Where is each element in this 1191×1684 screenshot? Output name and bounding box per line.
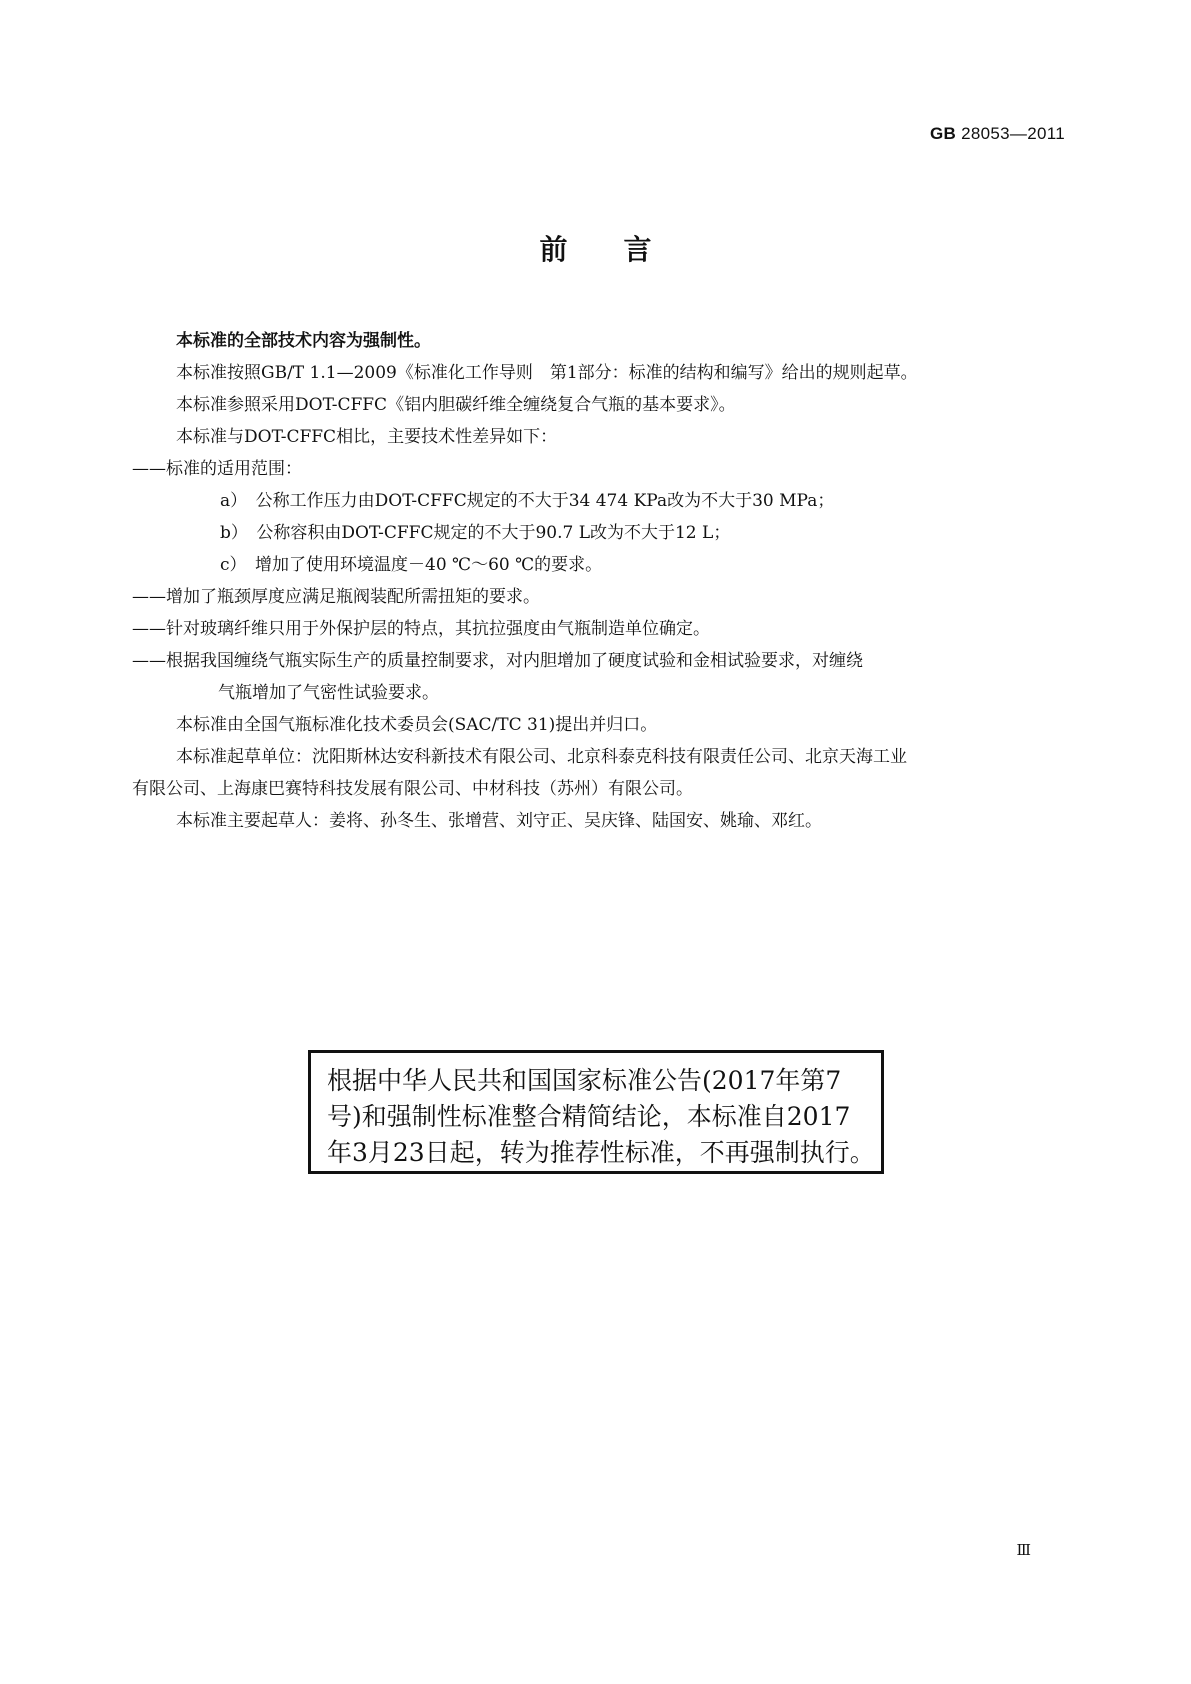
reference-paragraph: 本标准参照采用DOT-CFFC《铝内胆碳纤维全缠绕复合气瓶的基本要求》。	[176, 395, 736, 415]
drafting-units-paragraph-cont: 有限公司、上海康巴赛特科技发展有限公司、中材科技（苏州）有限公司。	[132, 779, 693, 799]
standard-code-number: 28053—2011	[961, 124, 1065, 143]
foreword-body	[132, 325, 1062, 837]
standard-code-prefix: GB	[930, 124, 957, 143]
notice-line-2: 号)和强制性标准整合精简结论，本标准自2017	[327, 1102, 851, 1131]
difference-sub-item-b: b） 公称容积由DOT-CFFC规定的不大于90.7 L改为不大于12 L；	[220, 523, 731, 543]
page-number: Ⅲ	[1016, 1541, 1031, 1559]
notice-line-1: 根据中华人民共和国国家标准公告(2017年第7	[327, 1066, 842, 1095]
mandatory-statement: 本标准的全部技术内容为强制性。	[176, 331, 431, 351]
difference-sub-item-c: c） 增加了使用环境温度－40 ℃～60 ℃的要求。	[220, 555, 603, 575]
drafters-paragraph: 本标准主要起草人：姜将、孙冬生、张增营、刘守正、吴庆锋、陆国安、姚瑜、邓红。	[176, 811, 822, 831]
difference-item-scope: ——标准的适用范围：	[132, 459, 302, 479]
page-title: 前言	[539, 233, 708, 266]
difference-item-quality-control: ——根据我国缠绕气瓶实际生产的质量控制要求，对内胆增加了硬度试验和金相试验要求，对缠绕	[132, 651, 863, 671]
differences-intro: 本标准与DOT-CFFC相比，主要技术性差异如下：	[176, 427, 558, 447]
difference-sub-item-a: a） 公称工作压力由DOT-CFFC规定的不大于34 474 KPa改为不大于30 MPa；	[220, 491, 835, 511]
notice-box	[308, 1050, 884, 1174]
drafting-rule-paragraph: 本标准按照GB/T 1.1—2009《标准化工作导则 第1部分：标准的结构和编写》给出的规则起草。	[176, 363, 918, 383]
difference-item-glass-fiber: ——针对玻璃纤维只用于外保护层的特点，其抗拉强度由气瓶制造单位确定。	[132, 619, 710, 639]
difference-item-neck: ——增加了瓶颈厚度应满足瓶阀装配所需扭矩的要求。	[132, 587, 540, 607]
proposed-by-paragraph: 本标准由全国气瓶标准化技术委员会(SAC/TC 31)提出并归口。	[176, 715, 658, 735]
standard-code	[930, 124, 1065, 144]
notice-line-3: 年3月23日起，转为推荐性标准，不再强制执行。	[327, 1138, 875, 1167]
drafting-units-paragraph: 本标准起草单位：沈阳斯林达安科新技术有限公司、北京科泰克科技有限责任公司、北京天海工业	[176, 747, 907, 767]
difference-item-quality-control-cont: 气瓶增加了气密性试验要求。	[218, 683, 439, 703]
